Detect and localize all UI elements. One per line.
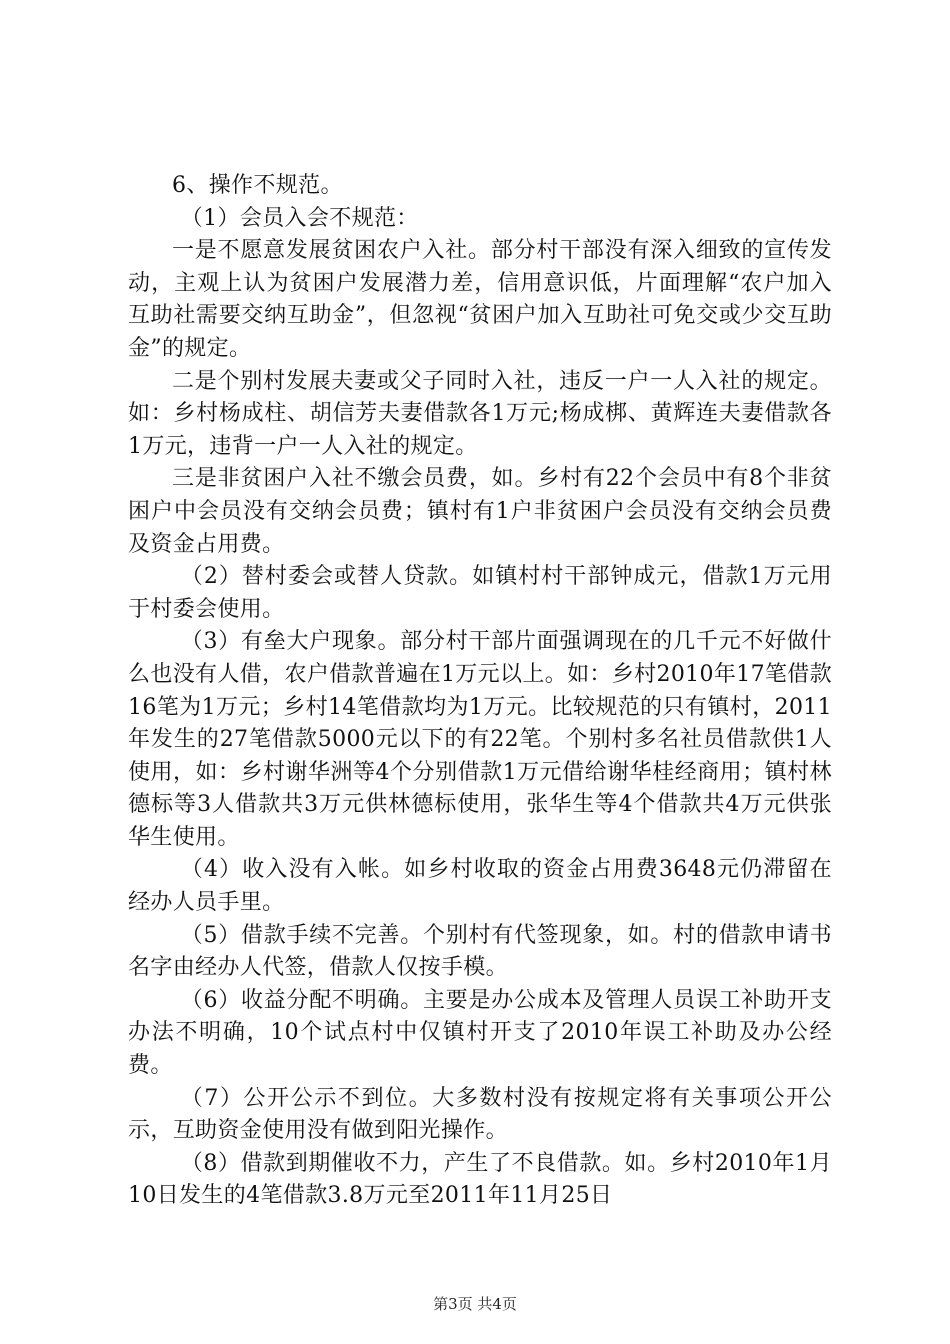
paragraph: 二是个别村发展夫妻或父子同时入社，违反一户一人入社的规定。如：乡村杨成柱、胡信芳夫妻借款各1万元;杨成梆、黄辉连夫妻借款各1万元，违背一户一人入社的规定。 — [128, 368, 832, 459]
paragraph: 一是不愿意发展贫困农户入社。部分村干部没有深入细致的宣传发动，主观上认为贫困户发展潜力差，信用意识低，片面理解“农户加入互助社需要交纳互助金”，但忽视“贫困户加入互助社可免交或少交互助金”的规定。 — [128, 238, 832, 361]
paragraph: （3）有垒大户现象。部分村干部片面强调现在的几千元不好做什么也没有人借，农户借款普遍在1万元以上。如：乡村2010年17笔借款16笔为1万元；乡村14笔借款均为1万元。比较规范的只有镇村，2011年发生的27笔借款5000元以下的有22笔。个别村多名社员借款供1人使用，如：乡村谢华洲等4个分别借款1万元借给谢华桂经商用；镇村林德标等3人借款共3万元供林德标使用，张华生等4个借款共4万元供张华生使用。 — [128, 629, 832, 850]
section-heading: 6、操作不规范。 — [172, 173, 343, 198]
page-footer: 第3页 共4页 — [433, 1295, 517, 1313]
paragraph: （6）收益分配不明确。主要是办公成本及管理人员误工补助开支办法不明确，10个试点村中仅镇村开支了2010年误工补助及办公经费。 — [128, 987, 832, 1079]
paragraph: （5）借款手续不完善。个别村有代签现象，如。村的借款申请书名字由经办人代签，借款人仅按手模。 — [128, 922, 832, 981]
paragraph: （4）收入没有入帐。如乡村收取的资金占用费3648元仍滞留在经办人员手里。 — [128, 857, 832, 916]
paragraph: （2）替村委会或替人贷款。如镇村村干部钟成元，借款1万元用于村委会使用。 — [128, 564, 832, 622]
subsection-heading: （1）会员入会不规范： — [180, 205, 419, 231]
paragraph: 三是非贫困户入社不缴会员费，如。乡村有22个会员中有8个非贫困户中会员没有交纳会员费；镇村有1户非贫困户会员没有交纳会员费及资金占用费。 — [128, 466, 832, 557]
paragraph: （8）借款到期催收不力，产生了不良借款。如。乡村2010年1月10日发生的4笔借款3.8万元至2011年11月25日 — [128, 1150, 832, 1209]
paragraph: （7）公开公示不到位。大多数村没有按规定将有关事项公开公示，互助资金使用没有做到阳光操作。 — [128, 1085, 832, 1144]
document-body — [128, 170, 832, 1213]
